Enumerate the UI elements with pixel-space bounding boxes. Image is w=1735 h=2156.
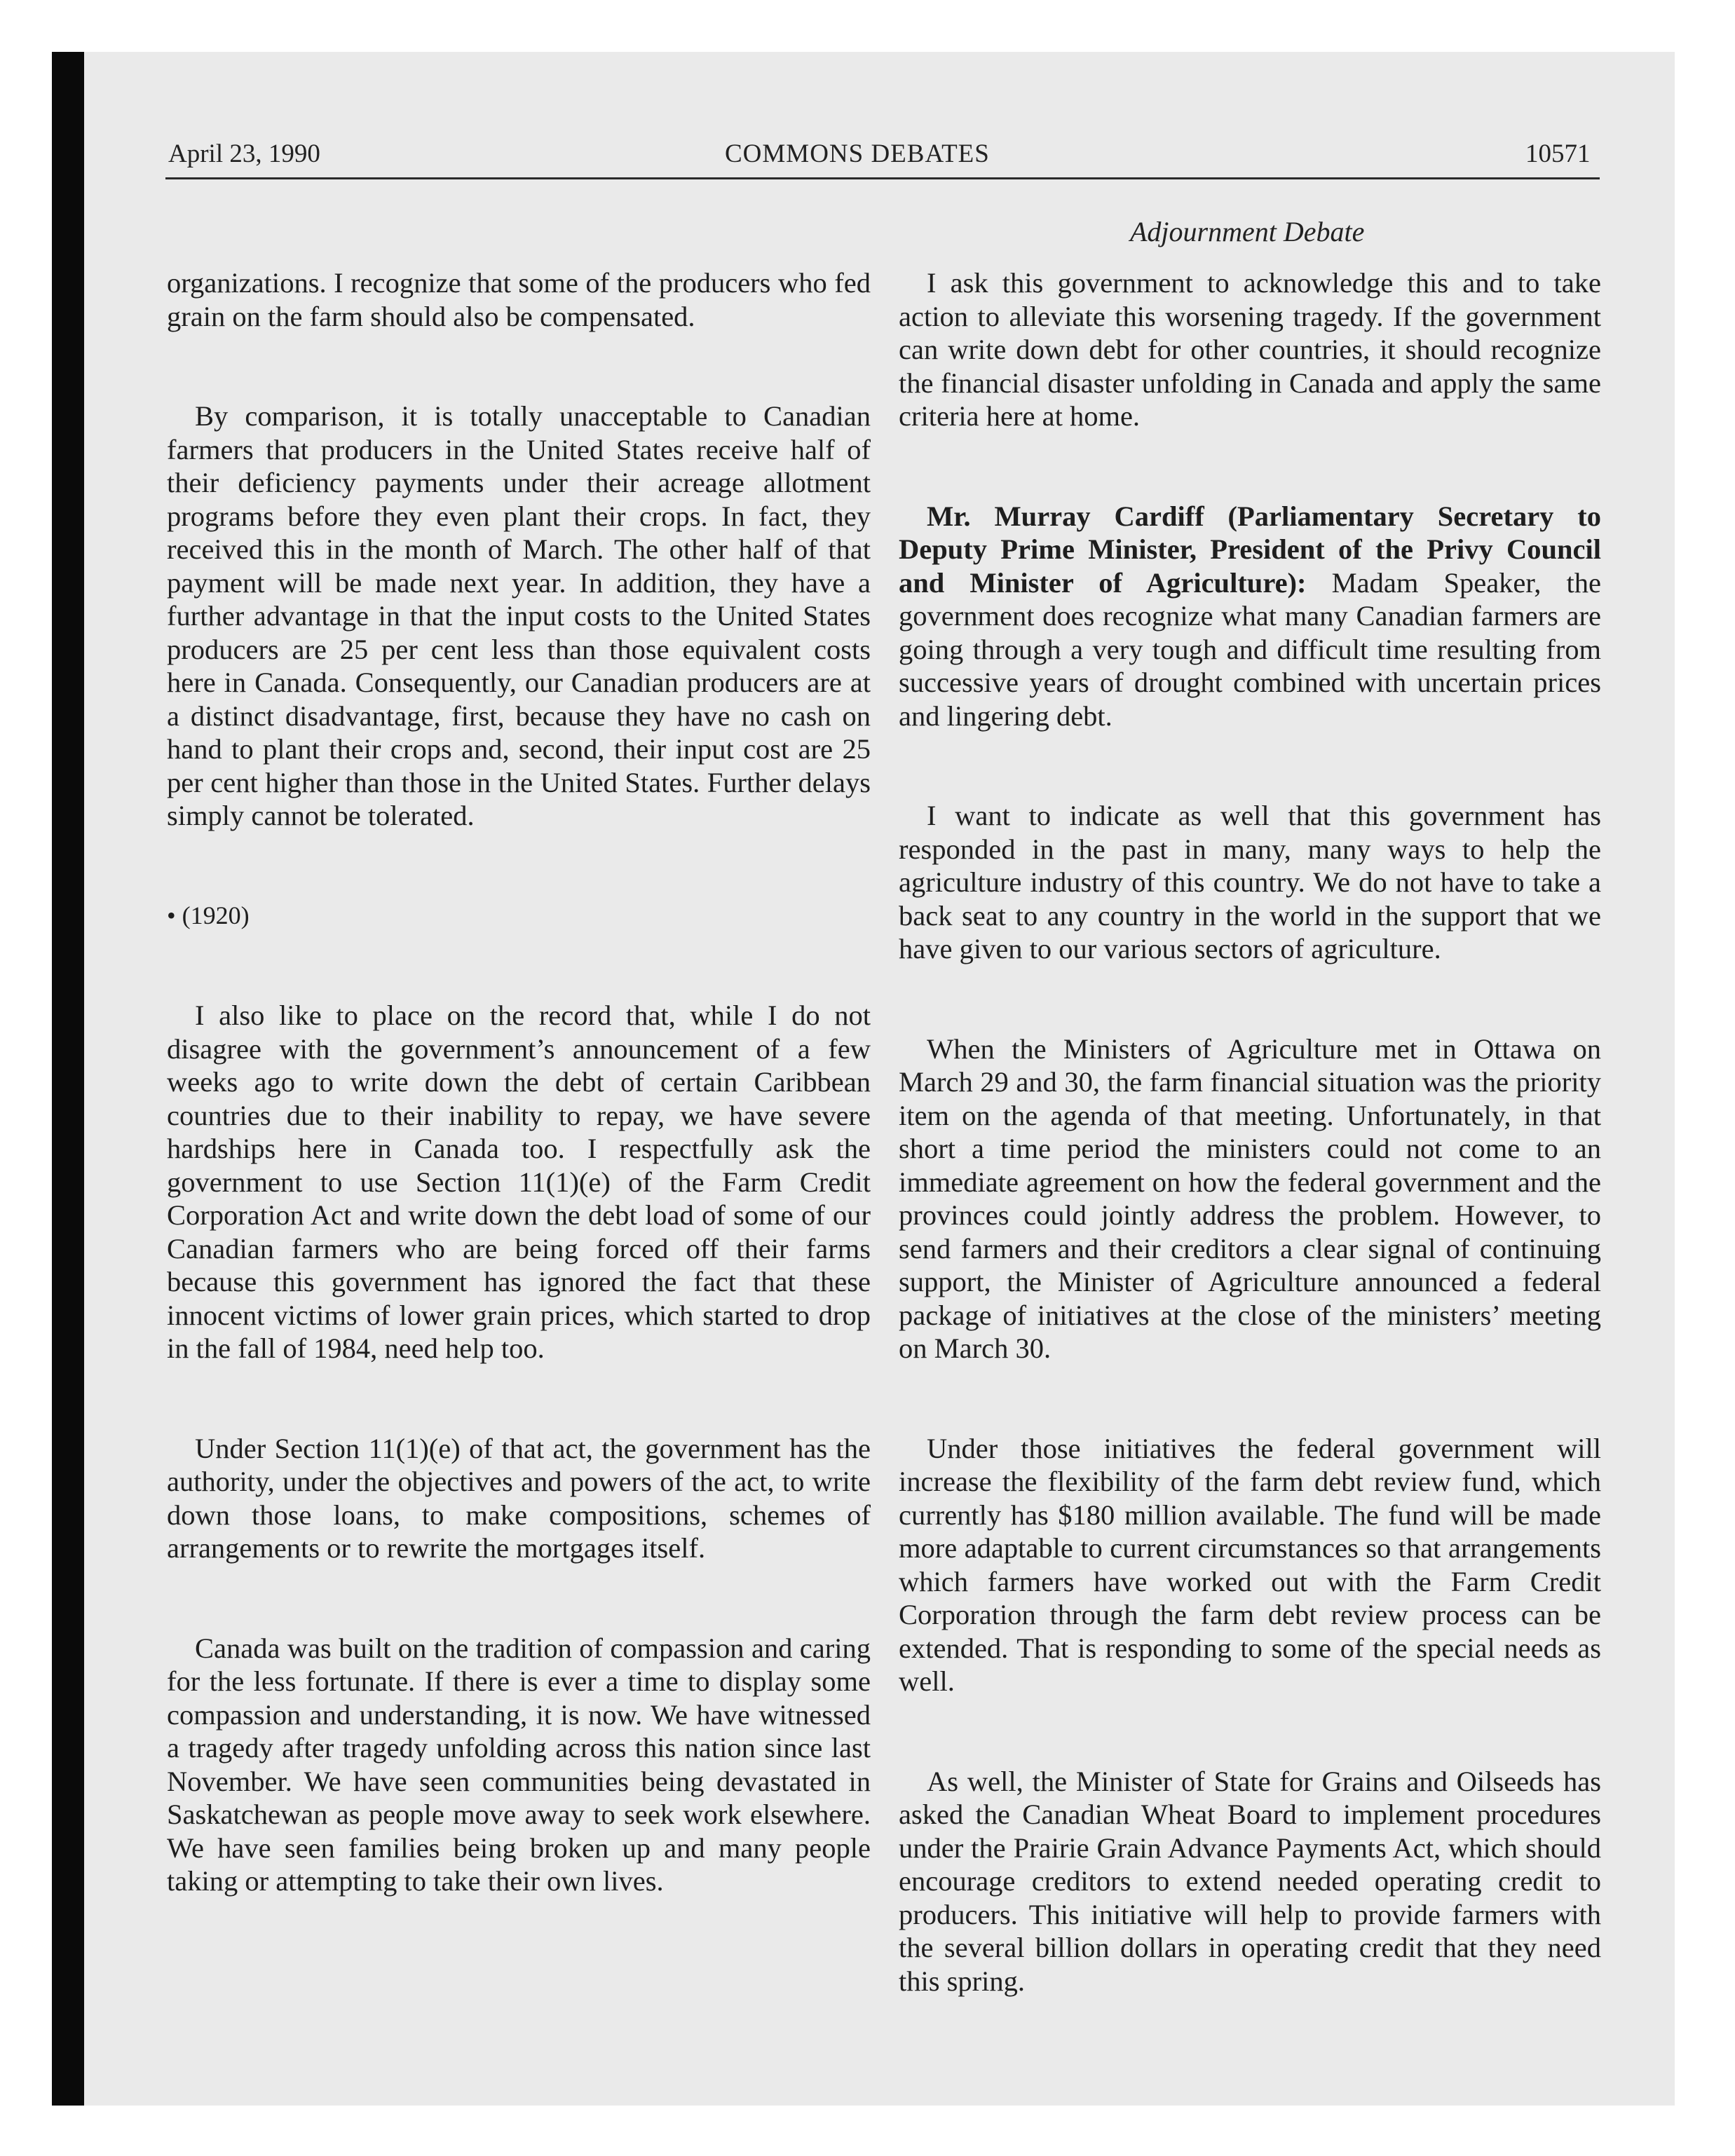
- paragraph: Under those initiatives the federal government will increase the flexibility of the farm debt review fund, which currently has $180 million available. The fund will be made more adaptable to current circumstances so that arrangements which farmers have worked out with the Farm Credit Corporation through the farm debt review process can be extended. That is responding to some of the special needs as well.: [899, 1432, 1601, 1697]
- header-title: COMMONS DEBATES: [725, 139, 990, 168]
- paragraph: I want to indicate as well that this government has responded in the past in many, many ways to help the agriculture industry of this country. We do not have to take a back seat to any country in the world in the support that we have given to our various sectors of agriculture.: [899, 800, 1601, 964]
- paragraph: When the Ministers of Agriculture met in Ottawa on March 29 and 30, the farm financial situation was the priority item on the agenda of that meeting. Unfortunately, in that short a time period the ministers could not come to an immediate agreement on how the federal government and the provinces could jointly address the problem. However, to send farmers and their creditors a clear signal of continuing support, the Minister of Agriculture announced a federal package of initiatives at the close of the ministers’ meeting on March 30.: [899, 1032, 1601, 1364]
- binding-edge: [52, 52, 84, 2106]
- section-heading: Adjournment Debate: [1130, 216, 1365, 247]
- speech-text: Madam Speaker, the government does recognize what many Canadian farmers are going through a very tough and difficult time resulting from successive years of drought combined with uncertain prices and lingering debt.: [899, 566, 1601, 732]
- paragraph: Canada was built on the tradition of compassion and caring for the less fortunate. If there is ever a time to display some compassion and understanding, it is now. We have witnessed a tragedy after tragedy unfolding across this nation since last November. We have seen communities being devastated in Saskatchewan as people move away to seek work elsewhere. We have seen families being broken up and many people taking or attempting to take their own lives.: [167, 1632, 871, 1897]
- header-rule: [165, 177, 1600, 179]
- header-page-number: 10571: [1525, 139, 1591, 168]
- header-date: April 23, 1990: [168, 139, 320, 168]
- left-column: [167, 266, 871, 1898]
- paragraph: By comparison, it is totally unacceptable to Canadian farmers that producers in the United States receive half of their deficiency payments under their acreage allotment programs before they even plant their crops. In fact, they received this in the month of March. The other half of that payment will be made next year. In addition, they have a further advantage in that the input costs to the United States producers are 25 per cent less than those equivalent costs here in Canada. Consequently, our Canadian producers are at a distinct disadvantage, first, because they have no cash on hand to plant their crops and, second, their input cost are 25 per cent higher than those in the United States. Further delays simply cannot be tolerated.: [167, 400, 871, 831]
- speaker-name: Mr. Murray Cardiff (Parliamentary Secretary to Deputy Prime Minister, President of the Privy Council and Minister of Agriculture):: [899, 500, 1601, 599]
- paragraph: organizations. I recognize that some of the producers who fed grain on the farm should also be compensated.: [167, 267, 871, 332]
- speaker-paragraph: [899, 500, 1601, 733]
- paragraph: I ask this government to acknowledge this and to take action to alleviate this worsening tragedy. If the government can write down debt for other countries, it should recognize the financial disaster unfolding in Canada and apply the same criteria here at home.: [899, 267, 1601, 432]
- paragraph: Under Section 11(1)(e) of that act, the government has the authority, under the objectives and powers of the act, to write down those loans, to make compositions, schemes of arrangements or to rewrite the mortgages itself.: [167, 1432, 871, 1564]
- time-marker: • (1920): [167, 901, 250, 929]
- paragraph: As well, the Minister of State for Grains and Oilseeds has asked the Canadian Wheat Board to implement procedures under the Prairie Grain Advance Payments Act, which should encourage creditors to extend needed operating credit to producers. This initiative will help to provide farmers with the several billion dollars in operating credit that they need this spring.: [899, 1765, 1601, 1997]
- right-column: [899, 266, 1601, 1998]
- paragraph: I also like to place on the record that, while I do not disagree with the government’s announcement of a few weeks ago to write down the debt of certain Caribbean countries due to their inability to repay, we have severe hardships here in Canada too. I respectfully ask the government to use Section 11(1)(e) of the Farm Credit Corporation Act and write down the debt load of some of our Canadian farmers who are being forced off their farms because this government has ignored the fact that these innocent victims of lower grain prices, which started to drop in the fall of 1984, need help too.: [167, 999, 871, 1364]
